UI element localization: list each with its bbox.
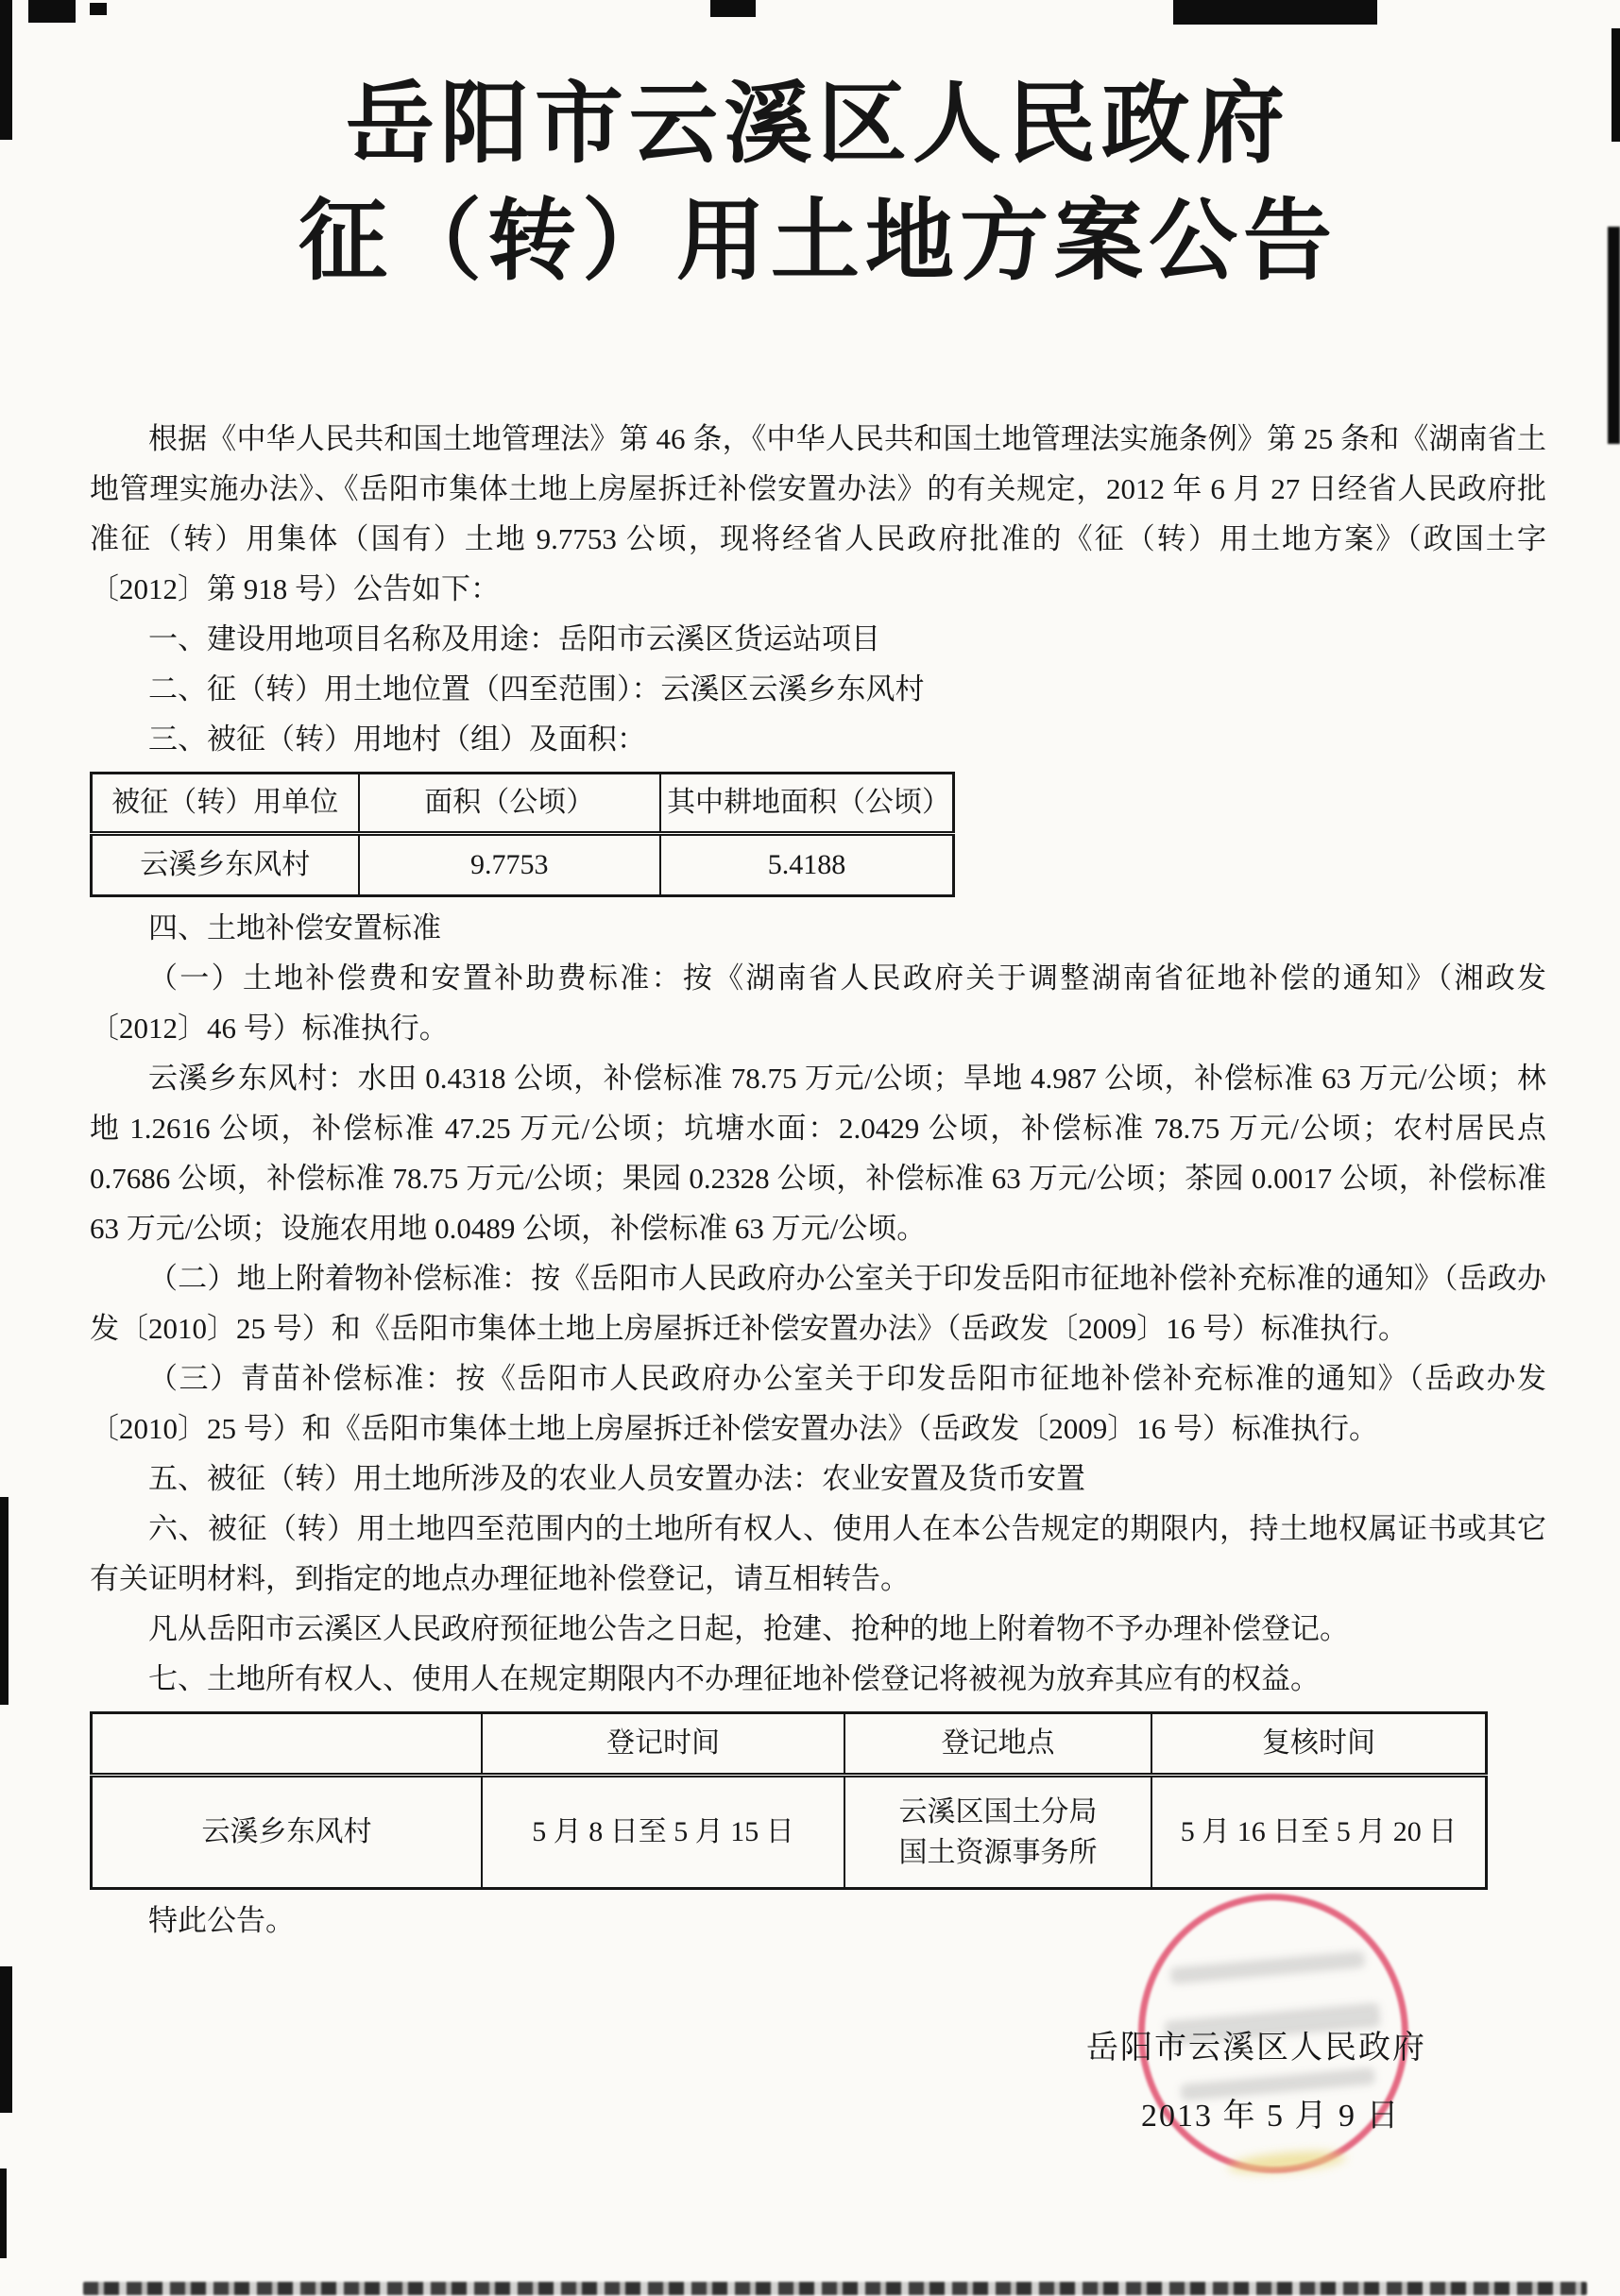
document-content [90,66,1546,1946]
scan-artifact-left-edge-4 [0,2168,7,2258]
cell-registration-place [844,1776,1151,1889]
table-row [92,834,954,896]
closing-statement: 特此公告。 [148,1904,295,1938]
registration-place-line1: 云溪区国土分局 [898,1795,1098,1828]
signature-issuer: 岳阳市云溪区人民政府 [1086,2031,1426,2066]
item-2-land-location: 二、征（转）用土地位置（四至范围）：云溪区云溪乡东风村 [148,672,925,706]
scan-artifact-left-edge-1 [0,0,12,140]
item-1-project-name: 一、建设用地项目名称及用途：岳阳市云溪区货运站项目 [148,622,880,656]
document-body [90,414,1546,1946]
col-header-unit: 被征（转）用单位 [92,774,359,834]
registration-schedule-table [90,1711,1488,1890]
scan-artifact-right-edge-1 [1608,227,1620,444]
paragraph-land-compensation: （一）土地补偿费和安置补助费标准：按《湖南省人民政府关于调整湖南省征地补偿的通知》（湘政发〔2012〕46 号）标准执行。 [90,961,1546,1046]
cell-unit: 云溪乡东风村 [92,1776,483,1889]
col-header-registration-place: 登记地点 [844,1713,1151,1776]
cell-farmland-area: 5.4188 [660,834,953,896]
item-7-forfeit-rights: 七、土地所有权人、使用人在规定期限内不办理征地补偿登记将被视为放弃其应有的权益。 [148,1662,1320,1696]
scan-artifact-left-edge-2 [0,1497,9,1705]
col-header-registration-time: 登记时间 [482,1713,844,1776]
item-5-resettlement: 五、被征（转）用土地所涉及的农业人员安置办法：农业安置及货币安置 [148,1462,1085,1496]
col-header-blank [92,1713,483,1776]
scan-artifact-right-edge-2 [1611,28,1620,142]
seal-bottom-tint [1227,2148,1346,2177]
cell-area: 9.7753 [359,834,661,896]
paragraph-attachments-compensation: （二）地上附着物补偿标准：按《岳阳市人民政府办公室关于印发岳阳市征地补偿补充标准的通知》（岳政办发〔2010〕25 号）和《岳阳市集体土地上房屋拆迁补偿安置办法》（岳政发〔2009〕16 号）标准执行。 [90,1262,1546,1346]
scan-artifact-bottom-text-smudge [83,2282,1587,2295]
cell-registration-time: 5 月 8 日至 5 月 15 日 [482,1776,844,1889]
land-area-table [90,772,955,897]
signature-date: 2013 年 5 月 9 日 [1141,2099,1401,2134]
col-header-farmland-area: 其中耕地面积（公顷） [660,774,953,834]
table-row [92,1776,1487,1889]
scan-artifact-top-right-bar [1173,0,1377,25]
document-title-line2: 征（转）用土地方案公告 [298,193,1338,292]
scan-artifact-top-left [28,0,76,23]
col-header-review-time: 复核时间 [1151,1713,1487,1776]
registration-place-line2: 国土资源事务所 [898,1837,1098,1869]
cell-unit: 云溪乡东风村 [92,834,359,896]
document-title-line1: 岳阳市云溪区人民政府 [345,76,1290,174]
table-header-row [92,774,954,834]
paragraph-no-compensation-rush: 凡从岳阳市云溪区人民政府预征地公告之日起，抢建、抢种的地上附着物不予办理补偿登记。 [148,1612,1349,1646]
cell-review-time: 5 月 16 日至 5 月 20 日 [1151,1776,1487,1889]
paragraph-crops-compensation: （三）青苗补偿标准：按《岳阳市人民政府办公室关于印发岳阳市征地补偿补充标准的通知》（岳政办发〔2010〕25 号）和《岳阳市集体土地上房屋拆迁补偿安置办法》（岳政发〔2009〕16 号）标准执行。 [90,1362,1546,1446]
col-header-area: 面积（公顷） [359,774,661,834]
paragraph-village-rates: 云溪乡东风村：水田 0.4318 公顷，补偿标准 78.75 万元/公顷；旱地 4.987 公顷，补偿标准 63 万元/公顷；林地 1.2616 公顷，补偿标准 47.25 万元/公顷；坑塘水面：2.0429 公顷，补偿标准 78.75 万元/公顷；农村居民点 0.7686 公顷，补偿标准 78.75 万元/公顷；果园 0.2328 公顷，补偿标准 63 万元/公顷；茶园 0.0017 公顷，补偿标准 63 万元/公顷；设施农用地 0.0489 公顷，补偿标准 63 万元/公顷。 [90,1062,1546,1246]
paragraph-legal-basis: 根据《中华人民共和国土地管理法》第 46 条，《中华人民共和国土地管理法实施条例》第 25 条和《湖南省土地管理实施办法》、《岳阳市集体土地上房屋拆迁补偿安置办法》的有关规定，2012 年 6 月 27 日经省人民政府批准征（转）用集体（国有）土地 9.7753 公顷，现将经省人民政府批准的《征（转）用土地方案》（政国土字〔2012〕第 918 号）公告如下： [90,422,1546,606]
seal-smudge [1169,1950,1366,1984]
item-3-village-area: 三、被征（转）用地村（组）及面积： [148,723,646,757]
item-6-registration-notice: 六、被征（转）用土地四至范围内的土地所有权人、使用人在本公告规定的期限内，持土地权属证书或其它有关证明材料，到指定的地点办理征地补偿登记，请互相转告。 [90,1512,1546,1596]
item-4-compensation-standard: 四、土地补偿安置标准 [148,911,441,945]
scan-artifact-top-middle [710,0,756,17]
table-header-row [92,1713,1487,1776]
scan-artifact-top-left-2 [90,3,107,15]
scan-artifact-left-edge-3 [0,1966,12,2113]
